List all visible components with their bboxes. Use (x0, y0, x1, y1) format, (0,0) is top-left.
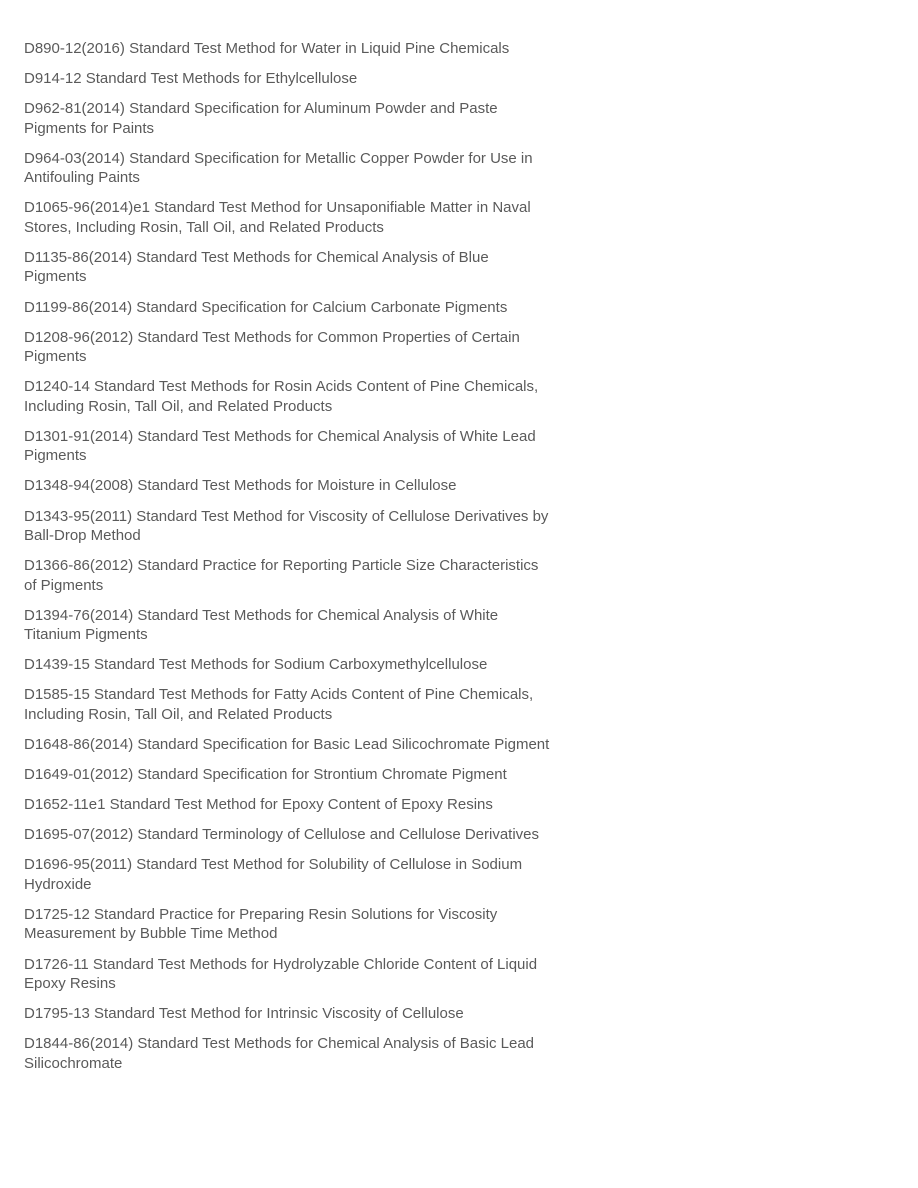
list-item: D1695-07(2012) Standard Terminology of Cellulose and Cellulose Derivatives (24, 826, 540, 844)
list-item: D1065-96(2014)e1 Standard Test Method for Unsaponifiable Matter in Naval Stores, Including Rosin, Tall Oil, and Related Products (24, 199, 531, 236)
standards-list (24, 39, 554, 1084)
list-item: D914-12 Standard Test Methods for Ethylcellulose (24, 70, 358, 88)
list-item: D1366-86(2012) Standard Practice for Reporting Particle Size Characteristics of Pigments (24, 557, 539, 594)
list-item: D1725-12 Standard Practice for Preparing Resin Solutions for Viscosity Measurement by Bubble Time Method (24, 905, 498, 943)
list-item: D1301-91(2014) Standard Test Methods for Chemical Analysis of White Lead Pigments (24, 427, 536, 465)
list-item: D1135-86(2014) Standard Test Methods for Chemical Analysis of Blue Pigments (24, 248, 489, 286)
list-item: D1240-14 Standard Test Methods for Rosin Acids Content of Pine Chemicals, Including Rosin, Tall Oil, and Related Products (24, 378, 539, 415)
list-item: D1649-01(2012) Standard Specification for Strontium Chromate Pigment (24, 766, 507, 784)
list-item: D1348-94(2008) Standard Test Methods for Moisture in Cellulose (24, 477, 457, 495)
list-item: D1795-13 Standard Test Method for Intrinsic Viscosity of Cellulose (24, 1005, 464, 1023)
list-item: D1648-86(2014) Standard Specification for Basic Lead Silicochromate Pigment (24, 736, 550, 753)
list-item: D1394-76(2014) Standard Test Methods for Chemical Analysis of White Titanium Pigments (24, 606, 499, 644)
list-item: D962-81(2014) Standard Specification for Aluminum Powder and Paste Pigments for Paints (24, 100, 498, 137)
list-item: D1696-95(2011) Standard Test Method for Solubility of Cellulose in Sodium Hydroxide (24, 856, 523, 893)
list-item: D964-03(2014) Standard Specification for Metallic Copper Powder for Use in Antifouling Paints (24, 149, 533, 187)
list-item: D1652-11e1 Standard Test Method for Epoxy Content of Epoxy Resins (24, 796, 493, 814)
list-item: D1585-15 Standard Test Methods for Fatty Acids Content of Pine Chemicals, Including Rosin, Tall Oil, and Related Products (24, 686, 534, 723)
list-item: D890-12(2016) Standard Test Method for Water in Liquid Pine Chemicals (24, 40, 510, 57)
list-item: D1343-95(2011) Standard Test Method for Viscosity of Cellulose Derivatives by Ball-Drop Method (24, 507, 549, 545)
list-item: D1199-86(2014) Standard Specification for Calcium Carbonate Pigments (24, 298, 508, 316)
list-item: D1844-86(2014) Standard Test Methods for Chemical Analysis of Basic Lead Silicochromate (24, 1035, 535, 1072)
list-item: D1208-96(2012) Standard Test Methods for Common Properties of Certain Pigments (24, 328, 520, 366)
list-item: D1726-11 Standard Test Methods for Hydrolyzable Chloride Content of Liquid Epoxy Resins (24, 955, 538, 993)
list-item: D1439-15 Standard Test Methods for Sodium Carboxymethylcellulose (24, 656, 488, 674)
